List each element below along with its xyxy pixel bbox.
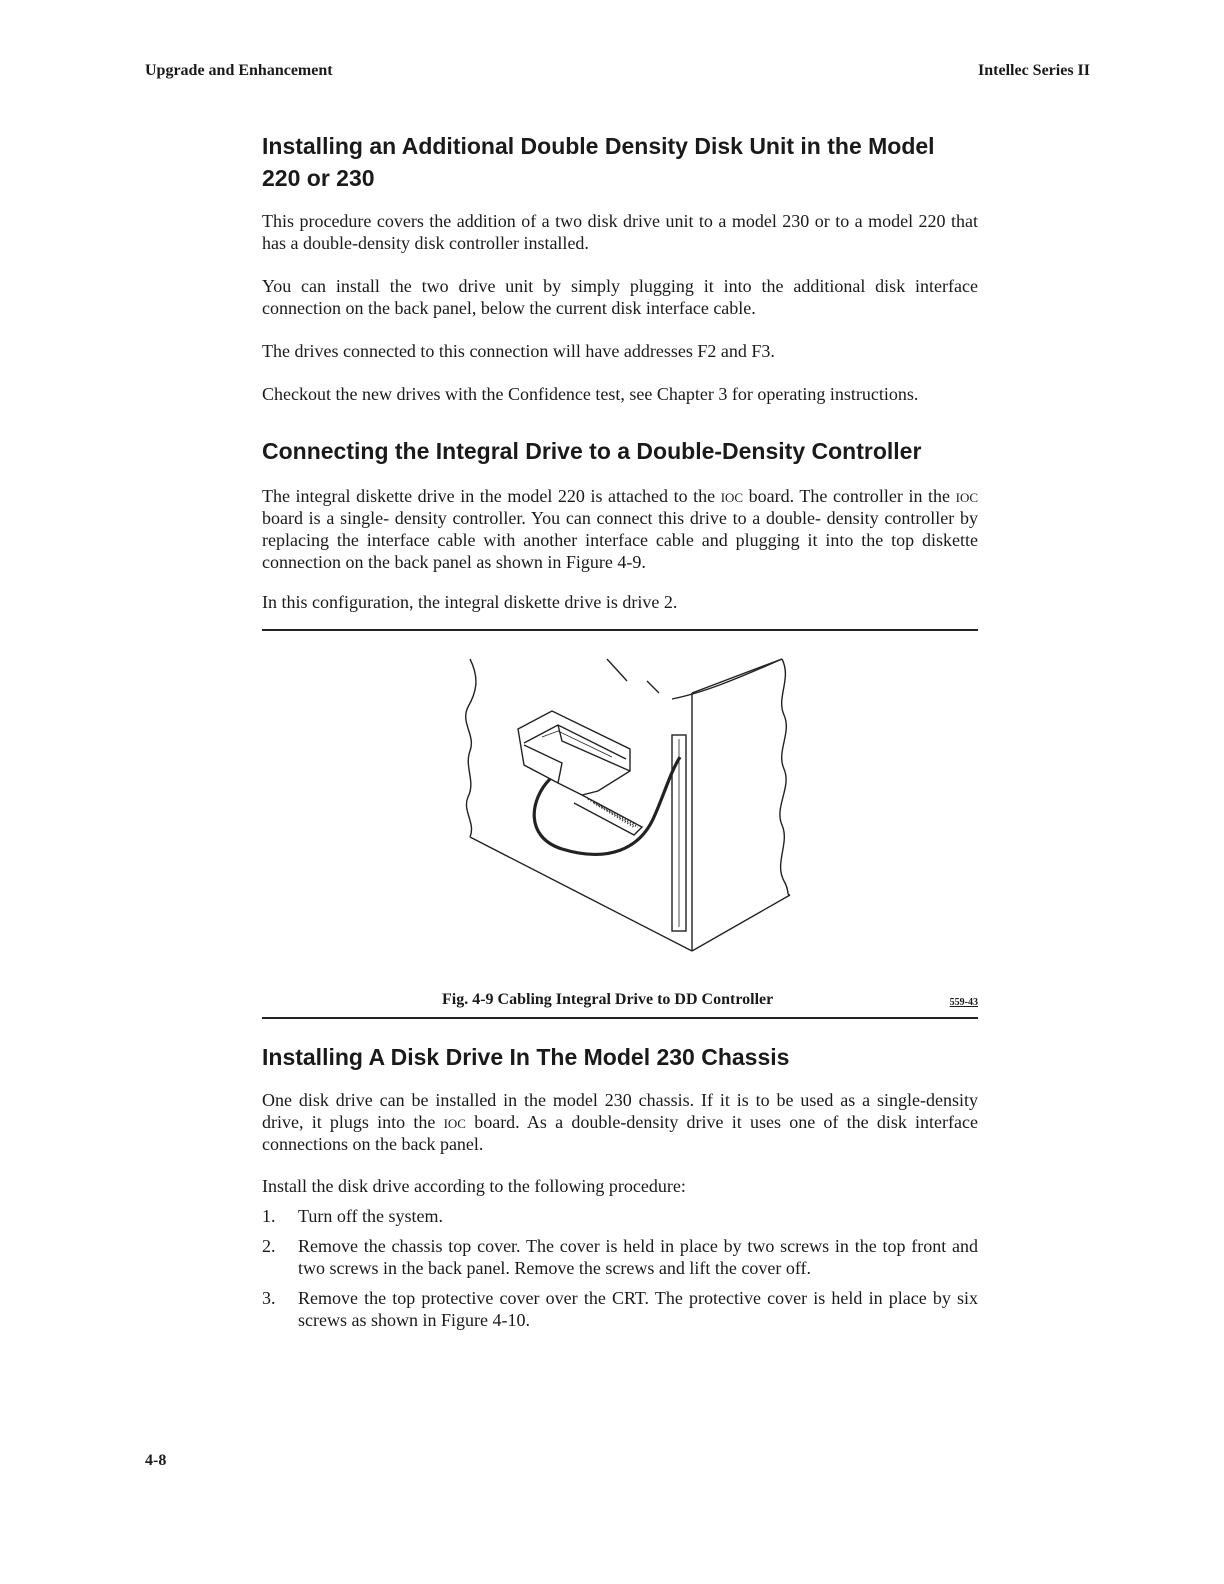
cabling-illustration	[262, 631, 978, 991]
figure-caption-row	[262, 991, 978, 1017]
paragraph: This procedure covers the addition of a two disk drive unit to a model 230 or to a model 220 that has a double-density disk controller installed.	[262, 211, 978, 253]
page-content	[262, 130, 978, 1331]
paragraph: Checkout the new drives with the Confidence test, see Chapter 3 for operating instructions.	[262, 384, 919, 404]
top-break	[607, 659, 782, 699]
paragraph: The drives connected to this connection will have addresses F2 and F3.	[262, 341, 775, 361]
list-item: 3. Remove the top protective cover over the CRT. The protective cover is held in place by six screws as shown in Figure 4-10.	[262, 1288, 978, 1330]
paragraph: In this configuration, the integral diskette drive is drive 2.	[262, 592, 678, 612]
section-title-model-230-chassis: Installing A Disk Drive In The Model 230 Chassis	[262, 1044, 790, 1070]
interface-cable	[534, 757, 680, 854]
running-header-right: Intellec Series II	[978, 62, 1090, 79]
chassis-right-break	[780, 659, 790, 895]
paragraph: The integral diskette drive in the model 220 is attached to the ioc board. The controller in the ioc board is a single- density controller. You can connect this drive to a double- density controller by replacing the interface cable with another interface cable and plugging it into the top diskette connection on the back panel as shown in Figure 4-9.	[262, 486, 978, 572]
paragraph: One disk drive can be installed in the model 230 chassis. If it is to be used as a single-density drive, it plugs into the ioc board. As a double-density drive it uses one of the disk interface connections on the back panel.	[262, 1090, 978, 1154]
figure-caption: Fig. 4-9 Cabling Integral Drive to DD Controller	[442, 991, 774, 1008]
paragraph: You can install the two drive unit by simply plugging it into the additional disk interface connection on the back panel, below the current disk interface cable.	[262, 276, 978, 318]
list-item: 2. Remove the chassis top cover. The cover is held in place by two screws in the top front and two screws in the back panel. Remove the screws and lift the cover off.	[262, 1236, 978, 1278]
figure-4-9	[262, 631, 978, 991]
running-header-left: Upgrade and Enhancement	[145, 62, 333, 79]
figure-bottom-rule	[262, 1017, 978, 1019]
base-edge-right	[692, 895, 790, 951]
chassis-top	[692, 659, 782, 693]
figure-reference-number: 559-43	[949, 997, 978, 1008]
section-title-integral-drive: Connecting the Integral Drive to a Double-Density Controller	[262, 438, 922, 464]
page-number: 4-8	[145, 1452, 167, 1469]
paragraph: Install the disk drive according to the following procedure:	[262, 1176, 686, 1196]
wall-break-left	[466, 659, 476, 837]
list-item: 1. Turn off the system.	[262, 1206, 444, 1226]
connector-pins	[574, 795, 642, 835]
section-title-additional-disk-unit: Installing an Additional Double Density Disk Unit in the Model 220 or 230	[262, 133, 935, 191]
procedure-steps	[262, 1205, 978, 1331]
